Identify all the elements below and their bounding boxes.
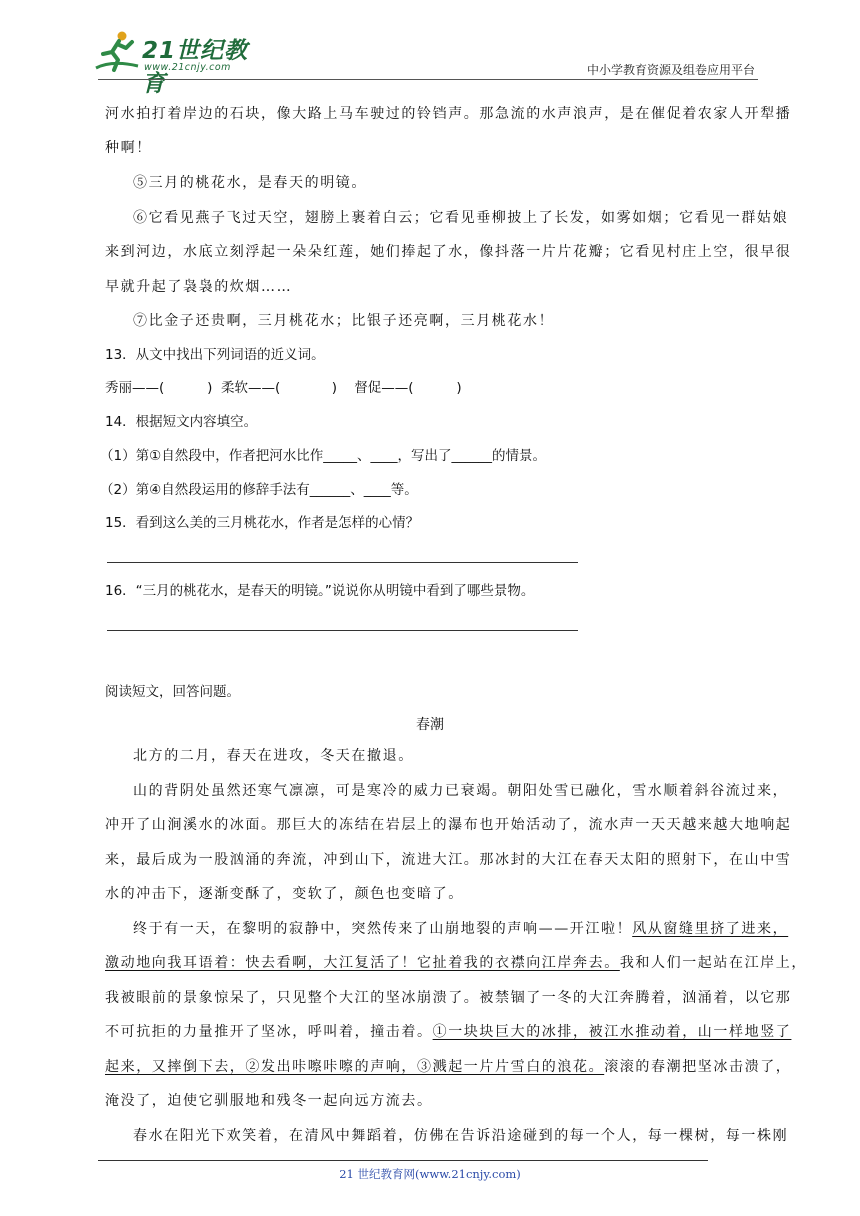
paragraph-6-line: 来到河边，水底立刻浮起一朵朵红莲，她们捧起了水，像抖落一片片花瓣；它看见村庄上空，很早很 <box>105 244 792 260</box>
runner-logo-icon <box>92 30 142 76</box>
paragraph-line: 种啊！ <box>105 140 152 156</box>
question-13-items: 秀丽——( ) 柔软——( ) 督促——( ) <box>105 380 462 396</box>
paragraph-line: 水的冲击下，逐渐变酥了，变软了，颜色也变暗了。 <box>105 886 464 902</box>
paragraph-6-line: 早就升起了袅袅的炊烟…… <box>105 279 293 295</box>
text-segment: 终于有一天，在黎明的寂静中，突然传来了山崩地裂的声响——开江啦！ <box>133 921 633 937</box>
logo-url: www.21cnjy.com <box>144 62 231 73</box>
paragraph-line: 冲开了山涧溪水的冰面。那巨大的冻结在岩层上的瀑布也开始活动了，流水声一天天越来越大地响起 <box>105 817 792 833</box>
paragraph-line: 我被眼前的景象惊呆了，只见整个大江的坚冰崩溃了。被禁锢了一冬的大江奔腾着，汹涌着，以它那 <box>105 990 792 1006</box>
text-segment: 我和人们一起站在江岸上， <box>619 955 808 971</box>
question-14-1: （1）第①自然段中，作者把河水比作_____、____，写出了______的情景。 <box>100 448 546 464</box>
passage-title: 春潮 <box>416 717 444 733</box>
footer-divider <box>98 1160 708 1161</box>
paragraph-7: ⑦比金子还贵啊，三月桃花水；比银子还亮啊，三月桃花水！ <box>133 313 555 329</box>
paragraph-line: 河水拍打着岸边的石块，像大路上马车驶过的铃铛声。那急流的水声浪声，是在催促着农家人开犁播 <box>105 106 792 122</box>
site-logo <box>92 30 262 97</box>
paragraph-line <box>105 1022 791 1042</box>
paragraph-6-line: ⑥它看见燕子飞过天空，翅膀上裹着白云；它看见垂柳披上了长发，如雾如烟；它看见一群姑娘 <box>133 210 789 226</box>
question-15: 15．看到这么美的三月桃花水，作者是怎样的心情？ <box>105 515 420 531</box>
footer-site[interactable]: 21 世纪教育网(www.21cnjy.com) <box>339 1167 521 1181</box>
answer-line-16[interactable] <box>107 630 578 631</box>
question-14-2: （2）第④自然段运用的修辞手法有______、____等。 <box>100 482 418 498</box>
paragraph-line <box>105 953 807 973</box>
underlined-sentence: 激动地向我耳语着：快去看啊，大江复活了！它扯着我的衣襟向江岸奔去。 <box>105 955 620 971</box>
header-divider <box>98 79 758 80</box>
answer-line-15[interactable] <box>107 562 578 563</box>
paragraph-line: 山的背阴处虽然还寒气凛凛，可是寒冷的威力已衰竭。朝阳处雪已融化，雪水顺着斜谷流过来， <box>133 783 789 799</box>
paragraph-line: 来，最后成为一股汹涌的奔流，冲到山下，流进大江。那冰封的大江在春天太阳的照射下，在山中雪 <box>105 852 792 868</box>
logo-text: 21世纪教育 <box>142 38 249 97</box>
paragraph-line <box>133 919 788 939</box>
reading-instruction: 阅读短文，回答问题。 <box>105 684 240 700</box>
text-segment: 不可抗拒的力量推开了坚冰，呼叫着，撞击着。 <box>105 1024 433 1040</box>
paragraph-5: ⑤三月的桃花水，是春天的明镜。 <box>133 175 367 191</box>
question-14: 14．根据短文内容填空。 <box>105 414 258 430</box>
underlined-sentence: 起来，又摔倒下去，②发出咔嚓咔嚓的声响，③溅起一片片雪白的浪花。 <box>105 1059 605 1075</box>
underlined-sentence: ①一块块巨大的冰排，被江水推动着，山一样地竖了 <box>432 1024 792 1040</box>
page-header <box>0 0 860 97</box>
platform-name: 中小学教育资源及组卷应用平台 <box>586 63 755 77</box>
text-segment: 滚滚的春潮把坚冰击溃了， <box>604 1059 792 1075</box>
paragraph-line: 春水在阳光下欢笑着，在清风中舞蹈着，仿佛在告诉沿途碰到的每一个人，每一棵树，每一株刚 <box>133 1128 789 1144</box>
paragraph-line: 北方的二月，春天在进攻，冬天在撤退。 <box>133 748 414 764</box>
question-16: 16．“三月的桃花水，是春天的明镜。”说说你从明镜中看到了哪些景物。 <box>105 583 535 599</box>
underlined-sentence: 风从窗缝里挤了进来， <box>632 921 789 937</box>
paragraph-line <box>105 1057 791 1077</box>
paragraph-line: 淹没了，迫使它驯服地和残冬一起向远方流去。 <box>105 1093 433 1109</box>
question-13: 13．从文中找出下列词语的近义词。 <box>105 347 325 363</box>
